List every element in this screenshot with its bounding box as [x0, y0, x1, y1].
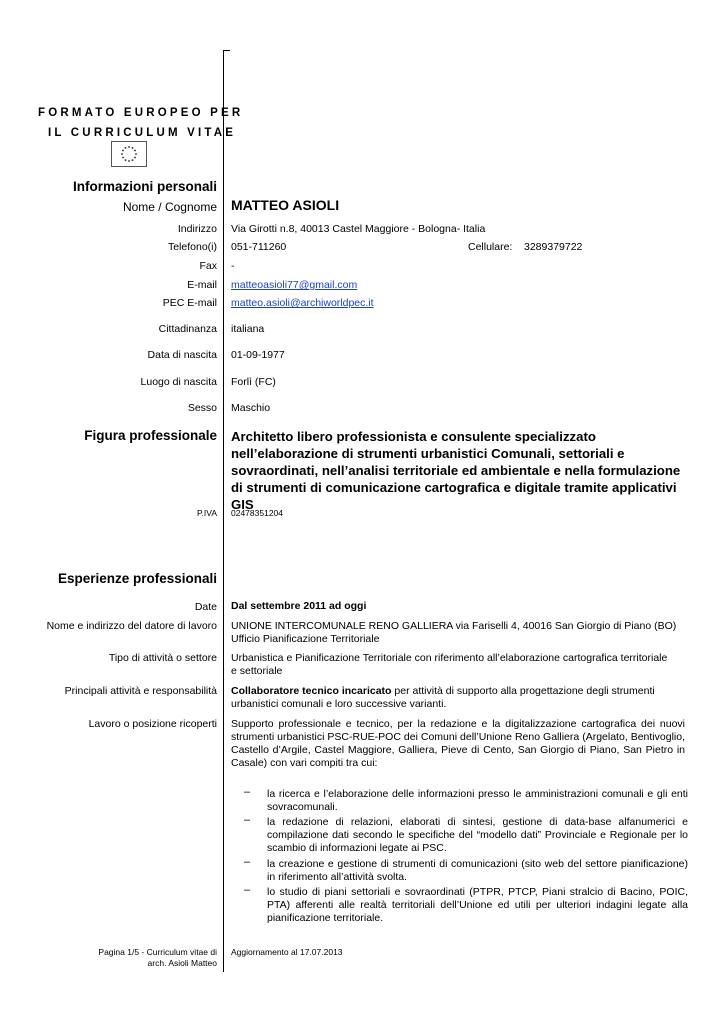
bullet-dash: –	[244, 856, 251, 868]
email-label: E-mail	[187, 279, 217, 291]
fax-value: -	[231, 260, 235, 272]
cv-title-line2: IL CURRICULUM VITAE	[48, 127, 237, 139]
bullet-dash: –	[244, 786, 251, 798]
employer-label: Nome e indirizzo del datore di lavoro	[46, 620, 217, 632]
activities-label: Principali attività e responsabilità	[64, 685, 217, 697]
list-item: lo studio di piani settoriali e sovraordinati (PTPR, PTCP, Piani stralcio di Bacino, POIC, PTA) afferenti alle realtà territoriali dell’Unione ed utili per ulteriori indagini legate alla pianificazione territoriale.	[267, 886, 688, 924]
list-item: la redazione di relazioni, elaborati di sintesi, gestione di data-base alfanumerici e compilazione dati secondo le specifiche del “modello dati” Provinciale e Regionale per lo scambio di informazioni legate ai PSC.	[267, 816, 688, 854]
eu-flag-icon	[111, 141, 147, 167]
column-divider-tick	[223, 50, 230, 51]
vat-value: 02478351204	[231, 508, 284, 518]
section-experience: Esperienze professionali	[57, 571, 217, 586]
phone-label: Telefono(i)	[167, 241, 217, 253]
birthdate-value: 01-09-1977	[231, 349, 285, 361]
sex-label: Sesso	[187, 402, 217, 414]
date-value: Dal settembre 2011 ad oggi	[231, 600, 367, 612]
professional-figure-value: Architetto libero professionista e consulente specializzato nell’elaborazione di strumenti urbanistici Comunali, settoriali e sovraordinati, nell’analisi territoriale ed ambientale e nella formulazione di strumenti di comunicazione cartografica e digitale tramite applicativi GIS	[231, 429, 681, 512]
mobile-label: Cellulare:	[468, 241, 513, 253]
citizenship-label: Cittadinanza	[158, 323, 217, 335]
activities-bold: Collaboratore tecnico incaricato	[231, 685, 392, 697]
vat-label: P.IVA	[196, 508, 217, 518]
mobile-value: 3289379722	[524, 241, 583, 253]
bullet-dash: –	[244, 884, 251, 896]
list-item: la ricerca e l’elaborazione delle informazioni presso le amministrazioni comunali e gli enti sovracomunali.	[267, 788, 688, 813]
cv-title-line1: FORMATO EUROPEO PER	[38, 107, 244, 119]
address-value: Via Girotti n.8, 40013 Castel Maggiore - Bologna- Italia	[231, 223, 486, 235]
pec-email-link[interactable]: matteo.asioli@archiworldpec.it	[231, 297, 374, 309]
list-item: la creazione e gestione di strumenti di comunicazioni (sito web del settore pianificazione) in riferimento all’attività svolta.	[267, 858, 688, 883]
sector-label: Tipo di attività o settore	[108, 652, 217, 664]
activities-value	[231, 685, 671, 711]
citizenship-value: italiana	[231, 323, 265, 335]
birthplace-value: Forlì (FC)	[231, 376, 276, 388]
email-link[interactable]: matteoasioli77@gmail.com	[231, 279, 358, 291]
section-personal-info: Informazioni personali	[72, 179, 217, 194]
phone-value: 051-711260	[231, 241, 287, 253]
footer-page-line1: Pagina 1/5 - Curriculum vitae di	[98, 947, 217, 957]
footer-page-line2: arch. Asioli Matteo	[147, 958, 217, 968]
date-label: Date	[194, 601, 217, 613]
birthdate-label: Data di nascita	[147, 349, 217, 361]
birthplace-label: Luogo di nascita	[140, 376, 217, 388]
name-value: MATTEO ASIOLI	[231, 197, 340, 213]
address-label: Indirizzo	[177, 223, 217, 235]
role-value: Supporto professionale e tecnico, per la redazione e la digitalizzazione cartografica dei nuovi strumenti urbanistici PSC-RUE-POC dei Comuni dell’Unione Reno Galliera (Argelato, Bentivoglio, Castello d’Argile, Castel Maggiore, Galliera, Pieve di Cento, San Giorgio di Piano, San Pietro in Casale) con vari compiti tra cui:	[231, 718, 685, 769]
footer-update: Aggiornamento al 17.07.2013	[231, 947, 343, 957]
role-label: Lavoro o posizione ricoperti	[88, 718, 217, 730]
bullet-dash: –	[244, 814, 251, 826]
sex-value: Maschio	[231, 402, 271, 414]
column-divider	[223, 50, 224, 972]
activities-rest: per attività di supporto alla progettazione degli strumenti urbanistici comunali e loro successive varianti.	[231, 685, 655, 710]
employer-line1: UNIONE INTERCOMUNALE RENO GALLIERA via Fariselli 4, 40016 San Giorgio di Piano (BO)	[231, 620, 677, 632]
fax-label: Fax	[199, 260, 217, 272]
pec-label: PEC E-mail	[162, 297, 217, 309]
employer-line2: Ufficio Pianificazione Territoriale	[231, 633, 380, 645]
sector-value: Urbanistica e Pianificazione Territoriale con riferimento all’elaborazione cartografica territoriale e settoriale	[231, 652, 668, 677]
section-professional-figure: Figura professionale	[84, 428, 217, 443]
name-label: Nome / Cognome	[122, 200, 217, 214]
